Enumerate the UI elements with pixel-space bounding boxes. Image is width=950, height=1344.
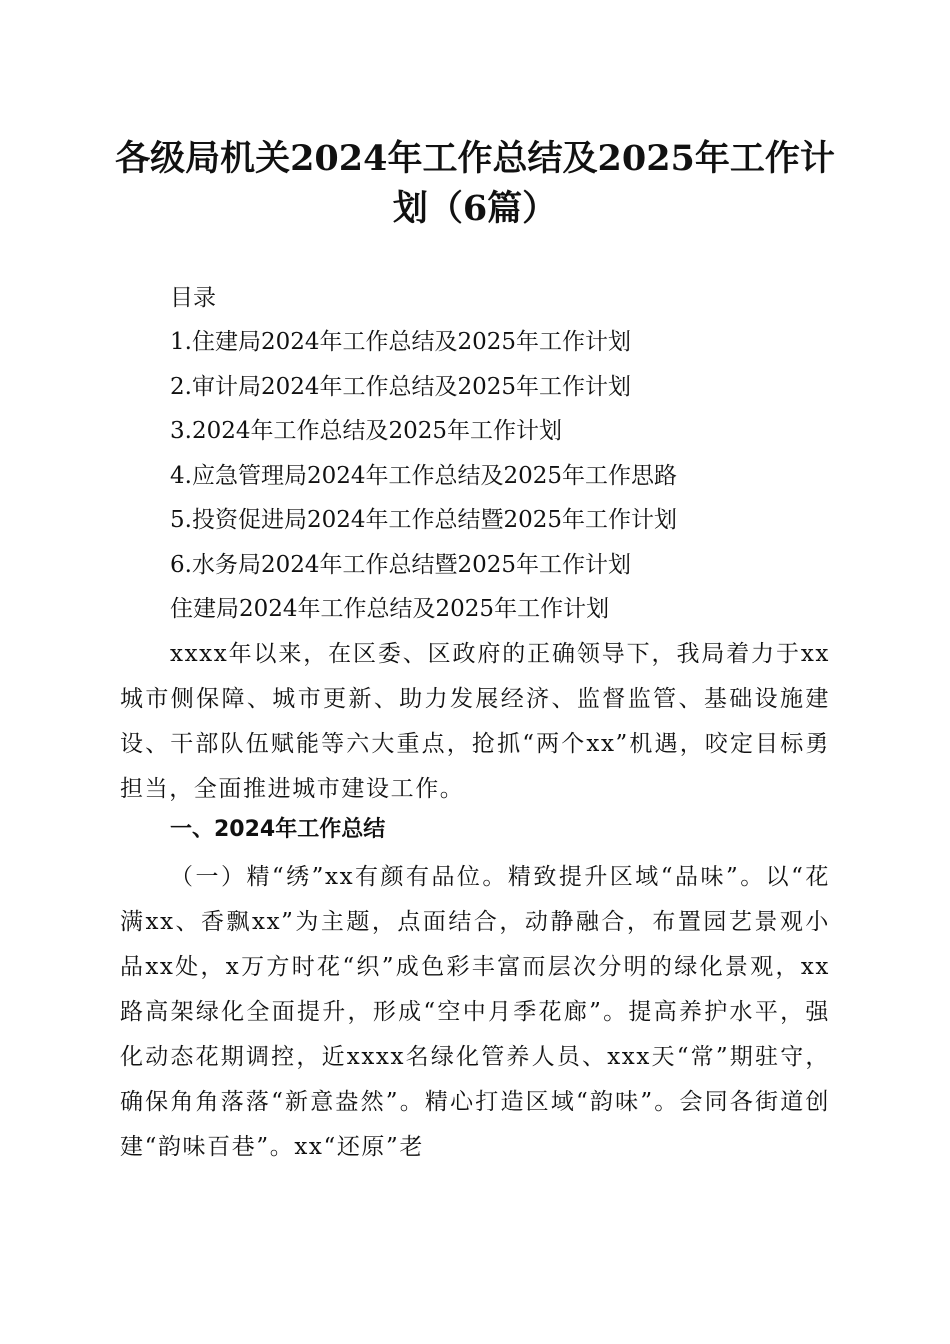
document-title: 各级局机关2024年工作总结及2025年工作计划（6篇）	[115, 138, 835, 229]
toc-heading: 目录	[170, 285, 216, 311]
toc-item: 1.住建局2024年工作总结及2025年工作计划	[170, 329, 632, 355]
section-heading: 一、2024年工作总结	[170, 817, 386, 842]
toc-item: 2.审计局2024年工作总结及2025年工作计划	[170, 374, 632, 400]
toc-item: 4.应急管理局2024年工作总结及2025年工作思路	[170, 463, 678, 489]
toc-item: 5.投资促进局2024年工作总结暨2025年工作计划	[170, 507, 678, 533]
article-title: 住建局2024年工作总结及2025年工作计划	[170, 596, 610, 622]
toc-item: 3.2024年工作总结及2025年工作计划	[170, 418, 563, 444]
intro-paragraph: xxxx年以来，在区委、区政府的正确领导下，我局着力于xx城市侧保障、城市更新、助力发展经济、监督监管、基础设施建设、干部队伍赋能等六大重点，抢抓“两个xx”机遇，咬定目标勇担当，全面推进城市建设工作。	[120, 641, 830, 802]
toc-item: 6.水务局2024年工作总结暨2025年工作计划	[170, 552, 632, 578]
section-paragraph: （一）精“绣”xx有颜有品位。精致提升区域“品味”。以“花满xx、香飘xx”为主题，点面结合，动静融合，布置园艺景观小品xx处，x万方时花“织”成色彩丰富而层次分明的绿化景观，xx路高架绿化全面提升，形成“空中月季花廊”。提高养护水平，强化动态花期调控，近xxxx名绿化管养人员、xxx天“常”期驻守，确保角角落落“新意盎然”。精心打造区域“韵味”。会同各街道创建“韵味百巷”。xx“还原”老	[120, 864, 830, 1160]
